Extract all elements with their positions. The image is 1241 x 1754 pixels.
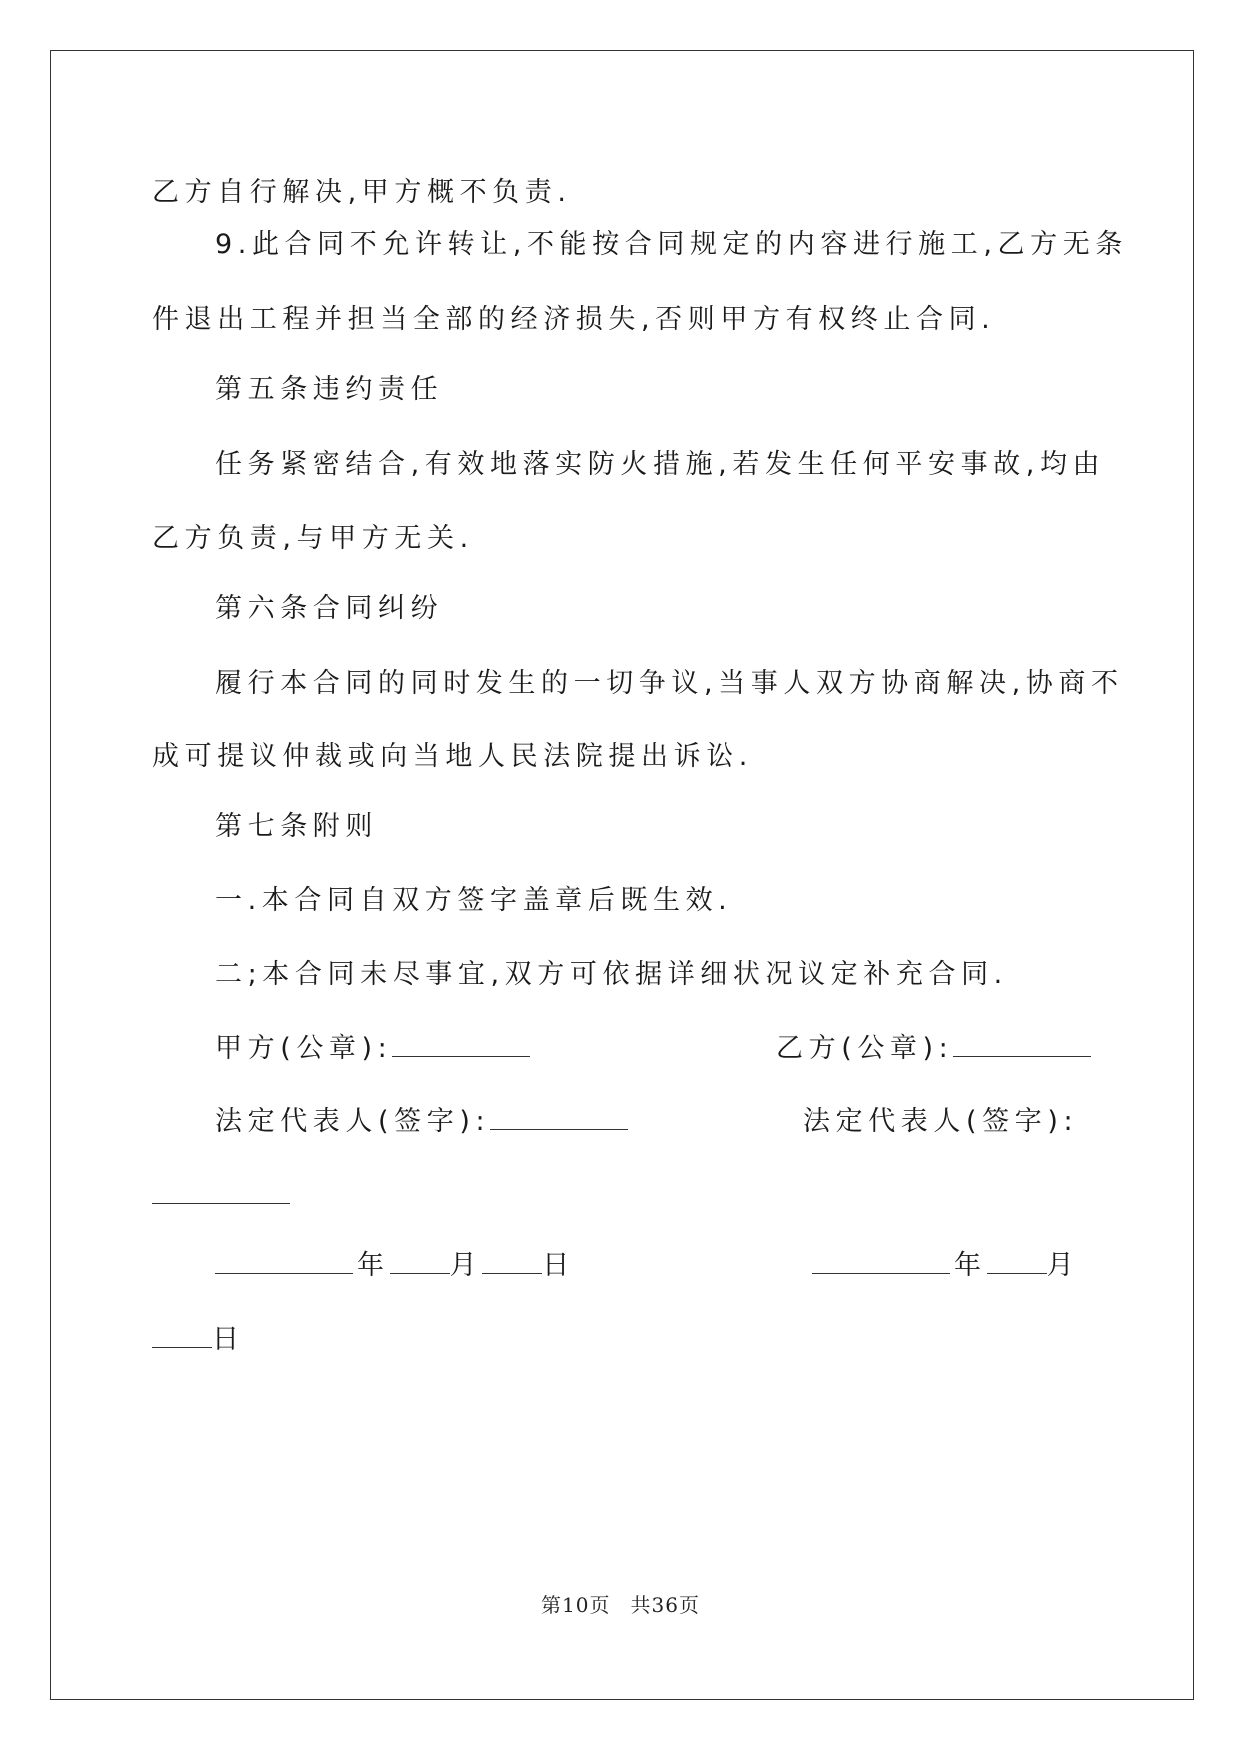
party-a-day-blank: [482, 1253, 542, 1274]
party-a-seal-line: [215, 1029, 530, 1069]
page-footer: [0, 1589, 1241, 1618]
page-number-total: 共36页: [630, 1593, 700, 1617]
party-b-seal-label: 乙方(公章):: [776, 1033, 954, 1064]
article-5-line-2: 乙方负责,与甲方无关.: [152, 523, 474, 554]
party-a-seal-label: 甲方(公章):: [215, 1033, 393, 1064]
article-5-heading: 第五条违约责任: [215, 374, 444, 405]
clause-9-line-1: 9.此合同不允许转让,不能按合同规定的内容进行施工,乙方无条: [215, 229, 1128, 260]
party-a-month-blank: [390, 1253, 450, 1274]
page-frame: [50, 50, 1194, 1700]
party-a-rep-blank: [490, 1109, 628, 1130]
party-b-year-blank: [812, 1253, 950, 1274]
party-a-year-blank: [215, 1253, 353, 1274]
article-6-line-2: 成可提议仲裁或向当地人民法院提出诉讼.: [152, 741, 753, 772]
party-b-day-label: 日: [212, 1324, 245, 1355]
party-b-seal-blank: [953, 1036, 1091, 1057]
party-b-year-label: 年: [954, 1250, 987, 1281]
party-b-month-blank: [987, 1253, 1047, 1274]
party-b-day-line: [152, 1320, 245, 1360]
party-b-seal-line: [776, 1029, 1091, 1069]
clause-9-line-2: 件退出工程并担当全部的经济损失,否则甲方有权终止合同.: [152, 304, 996, 335]
article-6-heading: 第六条合同纠纷: [215, 593, 444, 624]
body-line-1: 乙方自行解决,甲方概不负责.: [152, 177, 572, 208]
party-b-day-blank: [152, 1327, 212, 1348]
party-a-day-label: 日: [542, 1250, 575, 1281]
party-b-rep-label: 法定代表人(签字):: [803, 1106, 1079, 1137]
article-7-item-2: 二;本合同未尽事宜,双方可依据详细状况议定补充合同.: [215, 959, 1008, 990]
party-b-rep-blank-line: [152, 1176, 290, 1216]
article-7-item-1: 一.本合同自双方签字盖章后既生效.: [215, 885, 733, 916]
party-a-date-line: [215, 1246, 575, 1286]
party-b-rep-blank: [152, 1183, 290, 1204]
party-a-year-label: 年: [357, 1250, 390, 1281]
party-a-month-label: 月: [449, 1250, 483, 1281]
party-a-seal-blank: [392, 1036, 530, 1057]
party-a-rep-label: 法定代表人(签字):: [215, 1106, 491, 1137]
party-a-rep-line: [215, 1102, 628, 1142]
article-7-heading: 第七条附则: [215, 811, 378, 842]
party-b-month-label: 月: [1046, 1250, 1080, 1281]
page-number-current: 第10页: [541, 1593, 611, 1617]
party-b-date-line: [812, 1246, 1079, 1286]
article-6-line-1: 履行本合同的同时发生的一切争议,当事人双方协商解决,协商不: [215, 668, 1124, 699]
article-5-line-1: 任务紧密结合,有效地落实防火措施,若发生任何平安事故,均由: [215, 449, 1106, 480]
